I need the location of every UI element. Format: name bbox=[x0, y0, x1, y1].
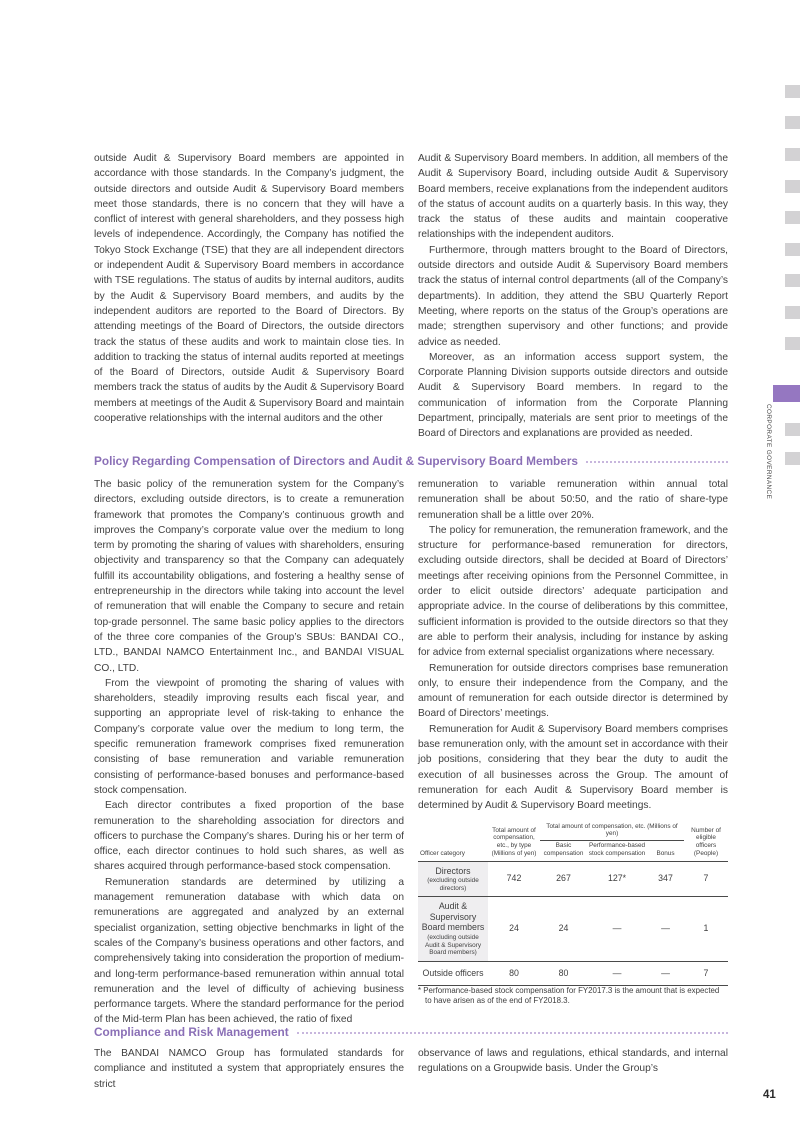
top-left-column bbox=[94, 151, 404, 426]
section-tab bbox=[785, 337, 800, 350]
section-heading-compliance bbox=[94, 1025, 728, 1039]
table-footnote: * Performance-based stock compensation for FY2017.3 is the amount that is expected to have arisen as of the end of FY2018.3. bbox=[418, 985, 720, 1006]
category-note: (excluding outside directors) bbox=[427, 877, 479, 892]
compensation-left-column bbox=[94, 477, 404, 1028]
col-header-basic: Basic compensation bbox=[543, 842, 584, 857]
cell-category bbox=[418, 861, 488, 897]
page-number: 41 bbox=[763, 1089, 776, 1101]
cell-category bbox=[418, 961, 488, 985]
section-title: Compliance and Risk Management bbox=[94, 1025, 289, 1039]
section-tab bbox=[785, 243, 800, 256]
cell-bonus: — bbox=[647, 897, 684, 961]
paragraph: The basic policy of the remuneration system for the Company’s directors, excluding outside directors, is to create a remuneration framework that promotes the Company’s continuous growth and improves the Company’s corporate value over the medium to long term by promoting the sharing of values with shareholders, ensuring objectivity and transparency so that the Company can adequately fulfill its accountability obligations, and fostering a healthy sense of entrepreneurship in the directors while taking into account the level of remuneration that will enable the Company to secure and retain top-grade personnel. The same basic policy applies to the directors of the three core companies of the Group’s SBUs: BANDAI CO., LTD., BANDAI NAMCO Entertainment Inc., and BANDAI VISUAL CO., LTD. bbox=[94, 479, 404, 674]
section-tab bbox=[785, 274, 800, 287]
cell-total: 24 bbox=[488, 897, 540, 961]
category-note: (excluding outside Audit & Supervisory Board members) bbox=[424, 933, 482, 957]
paragraph: Remuneration for outside directors comprises base remuneration only, to ensure their independence from the Company, and the amount of remuneration for each outside director is determined by Board of Directors’ meetings. bbox=[418, 662, 728, 720]
compliance-right-column bbox=[418, 1046, 728, 1077]
paragraph: From the viewpoint of promoting the sharing of values with shareholders, steadily improving results each fiscal year, and supporting an appropriate level of risk-taking to enhance the Company’s corporate value over the medium to long term, the specific remuneration framework comprises fixed remuneration consisting of base remuneration and variable remuneration consisting of performance-based bonuses and performance-based stock compensation. bbox=[94, 677, 404, 796]
cell-eligible: 7 bbox=[684, 961, 728, 985]
section-tab bbox=[785, 116, 800, 129]
cell-bonus: — bbox=[647, 961, 684, 985]
section-tab bbox=[785, 423, 800, 436]
paragraph: remuneration to variable remuneration within annual total remuneration shall be about 50:50, and the ratio of share-type remuneration shall be a little over 20%. bbox=[418, 479, 728, 521]
cell-perf-stock: — bbox=[587, 961, 647, 985]
section-tab bbox=[785, 148, 800, 161]
col-header-officer-category: Officer category bbox=[420, 849, 465, 857]
cell-bonus: 347 bbox=[647, 861, 684, 897]
col-header-bonus: Bonus bbox=[656, 849, 675, 857]
paragraph: outside Audit & Supervisory Board members are appointed in accordance with those standards. In the Company’s judgment, the outside directors and outside Audit & Supervisory Board members meet those standards, there is no concern that they will have a conflict of interest with general shareholders, and they possess high levels of independence. Accordingly, the Company has notified the Tokyo Stock Exchange (TSE) that they are all independent directors or independent Audit & Supervisory Board members in accordance with TSE regulations. The status of audits by internal auditors, audits by the Audit & Supervisory Board members, and audits by the independent auditors are reported to the Board of Directors. By attending meetings of the Board of Directors, the outside directors track the status of these audits and work to maintain close ties. In addition to tracking the status of internal audits reported at meetings of the Board of Directors, outside Audit & Supervisory Board members track the status of audits by the Audit & Supervisory Board members at meetings of the Audit & Supervisory Board and maintain cooperative relationships with the internal auditors and the other bbox=[94, 153, 404, 425]
table-row-directors bbox=[418, 861, 728, 897]
compensation-table bbox=[418, 823, 728, 986]
cell-total: 742 bbox=[488, 861, 540, 897]
section-tab bbox=[785, 85, 800, 98]
section-tab bbox=[785, 180, 800, 193]
section-tab bbox=[785, 306, 800, 319]
dotted-leader bbox=[297, 1032, 728, 1034]
col-header-perf-stock: Performance-based stock compensation bbox=[588, 842, 646, 857]
compensation-right-column bbox=[418, 477, 728, 1007]
cell-eligible: 1 bbox=[684, 897, 728, 961]
cell-perf-stock: — bbox=[587, 897, 647, 961]
category-label: Directors bbox=[435, 865, 471, 876]
section-tab-active bbox=[773, 385, 800, 402]
cell-total: 80 bbox=[488, 961, 540, 985]
compliance-left-column bbox=[94, 1046, 404, 1092]
section-title: Policy Regarding Compensation of Directors and Audit & Supervisory Board Members bbox=[94, 454, 578, 468]
cell-basic: 80 bbox=[540, 961, 587, 985]
paragraph: Furthermore, through matters brought to the Board of Directors, outside directors and outside Audit & Supervisory Board members track the status of internal control departments (all of the Company’s departments). In addition, they attend the SBU Quarterly Report Meeting, where reports on the status of the Group’s operations are made; strengthen supervisory and other functions; and provide advice as needed. bbox=[418, 244, 728, 348]
paragraph: Remuneration for Audit & Supervisory Board members comprises base remuneration only, with the amount set in accordance with their job positions, considering that they bear the duty to audit the execution of all businesses across the Group. The amount of remuneration for each Audit & Supervisory Board member is determined by Audit & Supervisory Board meetings. bbox=[418, 723, 728, 812]
paragraph: Audit & Supervisory Board members. In addition, all members of the Audit & Supervisory Board, including outside Audit & Supervisory Board members, receive explanations from the independent auditors of the status of account audits on a quarterly basis. In this way, they track the status of these audits and maintain cooperative relationships with the independent auditors. bbox=[418, 153, 728, 241]
paragraph: Moreover, as an information access support system, the Corporate Planning Division supports outside directors and outside Audit & Supervisory Board members. In regard to the communication of information from the Corporate Planning Department, principally, materials are sent prior to meetings of the Board of Directors and explanations are provided as needed. bbox=[418, 351, 728, 440]
paragraph: Each director contributes a fixed proportion of the base remuneration to the shareholding association for directors and officers to purchase the Company’s shares. During his or her term of office, each director continues to hold such shares, as well as shares acquired through performance-based stock compensation. bbox=[94, 800, 404, 873]
section-heading-compensation bbox=[94, 454, 728, 468]
paragraph: The BANDAI NAMCO Group has formulated standards for compliance and instituted a system that appropriately ensures the strict bbox=[94, 1048, 404, 1090]
col-header-total-by-type: Total amount of compensation, etc., by type (Millions of yen) bbox=[491, 826, 537, 857]
table-row-audit-board bbox=[418, 897, 728, 961]
cell-basic: 267 bbox=[540, 861, 587, 897]
sidebar-section-label: CORPORATE GOVERNANCE bbox=[765, 404, 772, 500]
table-row-outside-officers bbox=[418, 961, 728, 985]
col-header-group-total: Total amount of compensation, etc. (Millions of yen) bbox=[540, 823, 684, 841]
col-header-eligible-officers: Number of eligible officers (People) bbox=[691, 826, 721, 857]
paragraph: Remuneration standards are determined by utilizing a management remuneration database with which data on remunerations are aggregated and analyzed by an external specialist organization, setting objective benchmarks in light of the scales of the Company’s business operations and other factors, and comprehensively taking into consideration the proportion of medium- and long-term performance-based remuneration within annual total remuneration and the level of difficulty of achieving business performance targets. Where the standard performance for the period of the Mid-term Plan has been achieved, the ratio of fixed bbox=[94, 876, 404, 1026]
cell-perf-stock: 127* bbox=[587, 861, 647, 897]
top-right-column bbox=[418, 151, 728, 442]
cell-eligible: 7 bbox=[684, 861, 728, 897]
dotted-leader bbox=[586, 461, 728, 463]
cell-category bbox=[418, 897, 488, 961]
section-tab bbox=[785, 211, 800, 224]
cell-basic: 24 bbox=[540, 897, 587, 961]
section-tab bbox=[785, 452, 800, 465]
paragraph: The policy for remuneration, the remuneration framework, and the structure for performance-based remuneration for directors, excluding outside directors, shall be decided at Board of Directors’ meetings after receiving opinions from the Personnel Committee, in order to elicit outside directors’ adequate participation and appropriate advice. In the course of deliberations by this committee, sufficient information is provided to the outside directors so that they are able to perform their analysis, including for instance by asking for advice from external specialist organizations where necessary. bbox=[418, 524, 728, 659]
paragraph: observance of laws and regulations, ethical standards, and internal regulations on a Groupwide basis. Under the Group’s bbox=[418, 1048, 728, 1075]
category-label: Audit & Supervisory Board members bbox=[421, 901, 485, 933]
category-label: Outside officers bbox=[422, 968, 484, 979]
